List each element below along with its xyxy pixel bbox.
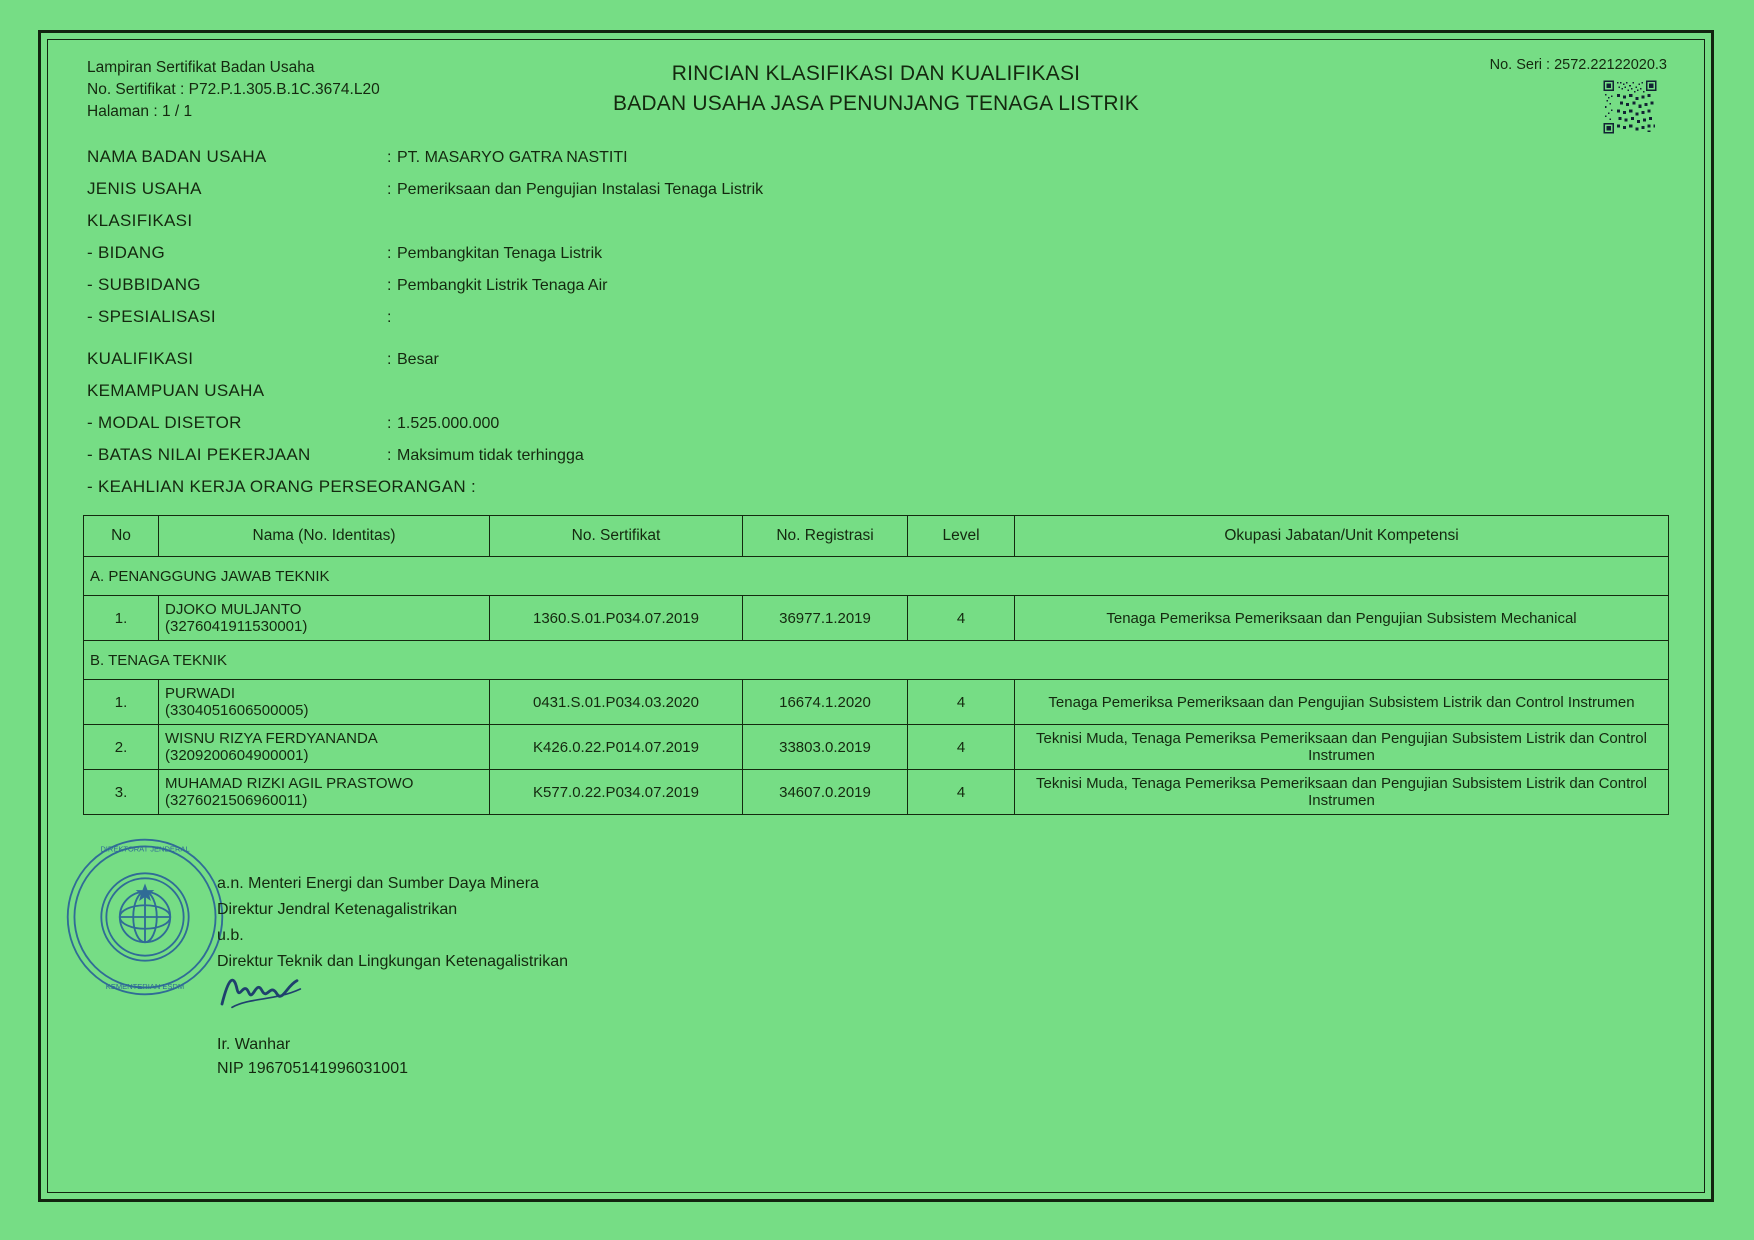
- qr-code-icon: [1593, 79, 1667, 135]
- table-header-row: [84, 516, 1669, 557]
- signatory-nip: NIP 196705141996031001: [217, 1060, 408, 1077]
- person-name: PURWADI: [165, 685, 236, 702]
- signature-line-3: u.b.: [217, 927, 244, 944]
- field-label: - SUBBIDANG: [87, 275, 201, 294]
- person-name: WISNU RIZYA FERDYANANDA: [165, 730, 378, 747]
- cell-no: 2.: [84, 725, 159, 770]
- certificate-number: No. Sertifikat : P72.P.1.305.B.1C.3674.L20: [87, 81, 380, 98]
- document-header: [77, 55, 1675, 141]
- field-value-text: Pembangkitan Tenaga Listrik: [397, 245, 603, 262]
- cell-level: 4: [908, 725, 1015, 770]
- table-head: [84, 516, 1669, 557]
- cell-certificate: 0431.S.01.P034.03.2020: [490, 680, 743, 725]
- signature-line-2: Direktur Jendral Ketenagalistrikan: [217, 901, 458, 918]
- serial-number: No. Seri : 2572.22122020.3: [1489, 57, 1667, 73]
- column-header-okupasi: Okupasi Jabatan/Unit Kompetensi: [1015, 516, 1669, 557]
- signatory-block: [217, 1033, 408, 1081]
- person-identity: (3209200604900001): [165, 747, 309, 764]
- page-number: Halaman : 1 / 1: [87, 103, 193, 120]
- field-batas-nilai-pekerjaan: [87, 445, 1675, 477]
- table-body: [84, 557, 1669, 815]
- field-kemampuan-usaha: [87, 381, 1675, 413]
- field-bidang: [87, 243, 1675, 275]
- person-identity: (3304051606500005): [165, 702, 309, 719]
- cell-level: 4: [908, 770, 1015, 815]
- certificate-page: [38, 30, 1714, 1202]
- official-stamp-icon: [61, 833, 229, 1001]
- cell-no: 1.: [84, 680, 159, 725]
- title-line-1: RINCIAN KLASIFIKASI DAN KUALIFIKASI: [671, 62, 1081, 85]
- field-value: : Pembangkitan Tenaga Listrik: [387, 245, 603, 262]
- cell-level: 4: [908, 680, 1015, 725]
- field-label: - MODAL DISETOR: [87, 413, 242, 432]
- field-value-text: Pembangkit Listrik Tenaga Air: [397, 277, 608, 294]
- cell-nama: [159, 725, 490, 770]
- field-value-text: Besar: [397, 351, 439, 368]
- cell-registration: 36977.1.2019: [743, 596, 908, 641]
- cell-nama: [159, 596, 490, 641]
- attachment-label: Lampiran Sertifikat Badan Usaha: [87, 59, 315, 76]
- expertise-heading-text: - KEAHLIAN KERJA ORANG PERSEORANGAN :: [87, 477, 476, 496]
- competency-table: [83, 515, 1669, 815]
- table-row: [84, 680, 1669, 725]
- cell-occupation: Tenaga Pemeriksa Pemeriksaan dan Pengujian Subsistem Mechanical: [1015, 596, 1669, 641]
- signature-block: [217, 871, 568, 975]
- person-identity: (3276041911530001): [165, 618, 308, 635]
- field-label: - BIDANG: [87, 243, 165, 262]
- expertise-heading: [87, 477, 1675, 509]
- header-right-block: [1490, 57, 1667, 140]
- column-header-sertifikat: No. Sertifikat: [490, 516, 743, 557]
- signature-line-4: Direktur Teknik dan Lingkungan Ketenagalistrikan: [217, 953, 569, 970]
- signature-line-1: a.n. Menteri Energi dan Sumber Daya Minera: [217, 875, 539, 892]
- page-title: [77, 59, 1675, 119]
- handwritten-signature-icon: [217, 963, 317, 1015]
- field-modal-disetor: [87, 413, 1675, 445]
- cell-level: 4: [908, 596, 1015, 641]
- title-line-2: BADAN USAHA JASA PENUNJANG TENAGA LISTRIK: [613, 92, 1139, 115]
- column-header-registrasi: No. Registrasi: [743, 516, 908, 557]
- field-label: KEMAMPUAN USAHA: [87, 381, 265, 400]
- field-value: : PT. MASARYO GATRA NASTITI: [387, 149, 628, 166]
- cell-registration: 34607.0.2019: [743, 770, 908, 815]
- cell-occupation: Teknisi Muda, Tenaga Pemeriksa Pemeriksaan dan Pengujian Subsistem Listrik dan Control Instrumen: [1015, 770, 1669, 815]
- page-content: [41, 33, 1711, 1199]
- cell-registration: 16674.1.2020: [743, 680, 908, 725]
- field-klasifikasi: [87, 211, 1675, 243]
- field-spesialisasi: [87, 307, 1675, 339]
- field-value-text: PT. MASARYO GATRA NASTITI: [397, 149, 628, 166]
- cell-no: 3.: [84, 770, 159, 815]
- field-value: : Pembangkit Listrik Tenaga Air: [387, 277, 608, 294]
- field-label: KUALIFIKASI: [87, 349, 194, 368]
- cell-nama: [159, 770, 490, 815]
- field-label: KLASIFIKASI: [87, 211, 193, 230]
- section-title: B. TENAGA TEKNIK: [84, 641, 1669, 680]
- field-value: : Besar: [387, 351, 439, 368]
- field-value: : Pemeriksaan dan Pengujian Instalasi Tenaga Listrik: [387, 181, 764, 198]
- field-label: - BATAS NILAI PEKERJAAN: [87, 445, 311, 464]
- table-section-header: [84, 641, 1669, 680]
- cell-certificate: K577.0.22.P034.07.2019: [490, 770, 743, 815]
- field-subbidang: [87, 275, 1675, 307]
- field-value-text: 1.525.000.000: [397, 415, 500, 432]
- field-label: - SPESIALISASI: [87, 307, 216, 326]
- cell-registration: 33803.0.2019: [743, 725, 908, 770]
- field-value-text: Maksimum tidak terhingga: [397, 447, 584, 464]
- person-name: MUHAMAD RIZKI AGIL PRASTOWO: [165, 775, 414, 792]
- field-value: : Maksimum tidak terhingga: [387, 447, 584, 464]
- cell-certificate: 1360.S.01.P034.07.2019: [490, 596, 743, 641]
- signatory-name: Ir. Wanhar: [217, 1036, 291, 1053]
- field-label: JENIS USAHA: [87, 179, 202, 198]
- svg-text:DIREKTORAT JENDERAL: DIREKTORAT JENDERAL: [100, 844, 190, 854]
- person-name: DJOKO MULJANTO: [165, 601, 302, 618]
- field-nama-badan-usaha: [87, 147, 1675, 179]
- table-section-header: [84, 557, 1669, 596]
- column-header-no: No: [84, 516, 159, 557]
- table-row: [84, 596, 1669, 641]
- field-label: NAMA BADAN USAHA: [87, 147, 267, 166]
- field-jenis-usaha: [87, 179, 1675, 211]
- cell-occupation: Teknisi Muda, Tenaga Pemeriksa Pemeriksaan dan Pengujian Subsistem Listrik dan Control Instrumen: [1015, 725, 1669, 770]
- field-value: :: [387, 309, 392, 326]
- field-value-text: Pemeriksaan dan Pengujian Instalasi Tenaga Listrik: [397, 181, 764, 198]
- column-header-level: Level: [908, 516, 1015, 557]
- person-identity: (3276021506960011): [165, 792, 308, 809]
- column-header-nama: Nama (No. Identitas): [159, 516, 490, 557]
- field-kualifikasi: [87, 349, 1675, 381]
- section-title: A. PENANGGUNG JAWAB TEKNIK: [84, 557, 1669, 596]
- field-value: : 1.525.000.000: [387, 415, 500, 432]
- svg-text:KEMENTERIAN ESDM: KEMENTERIAN ESDM: [105, 982, 185, 992]
- fields-block: [77, 147, 1675, 509]
- cell-no: 1.: [84, 596, 159, 641]
- cell-certificate: K426.0.22.P014.07.2019: [490, 725, 743, 770]
- table-row: [84, 770, 1669, 815]
- competency-table-wrapper: [77, 515, 1675, 815]
- cell-occupation: Tenaga Pemeriksa Pemeriksaan dan Pengujian Subsistem Listrik dan Control Instrumen: [1015, 680, 1669, 725]
- cell-nama: [159, 680, 490, 725]
- table-row: [84, 725, 1669, 770]
